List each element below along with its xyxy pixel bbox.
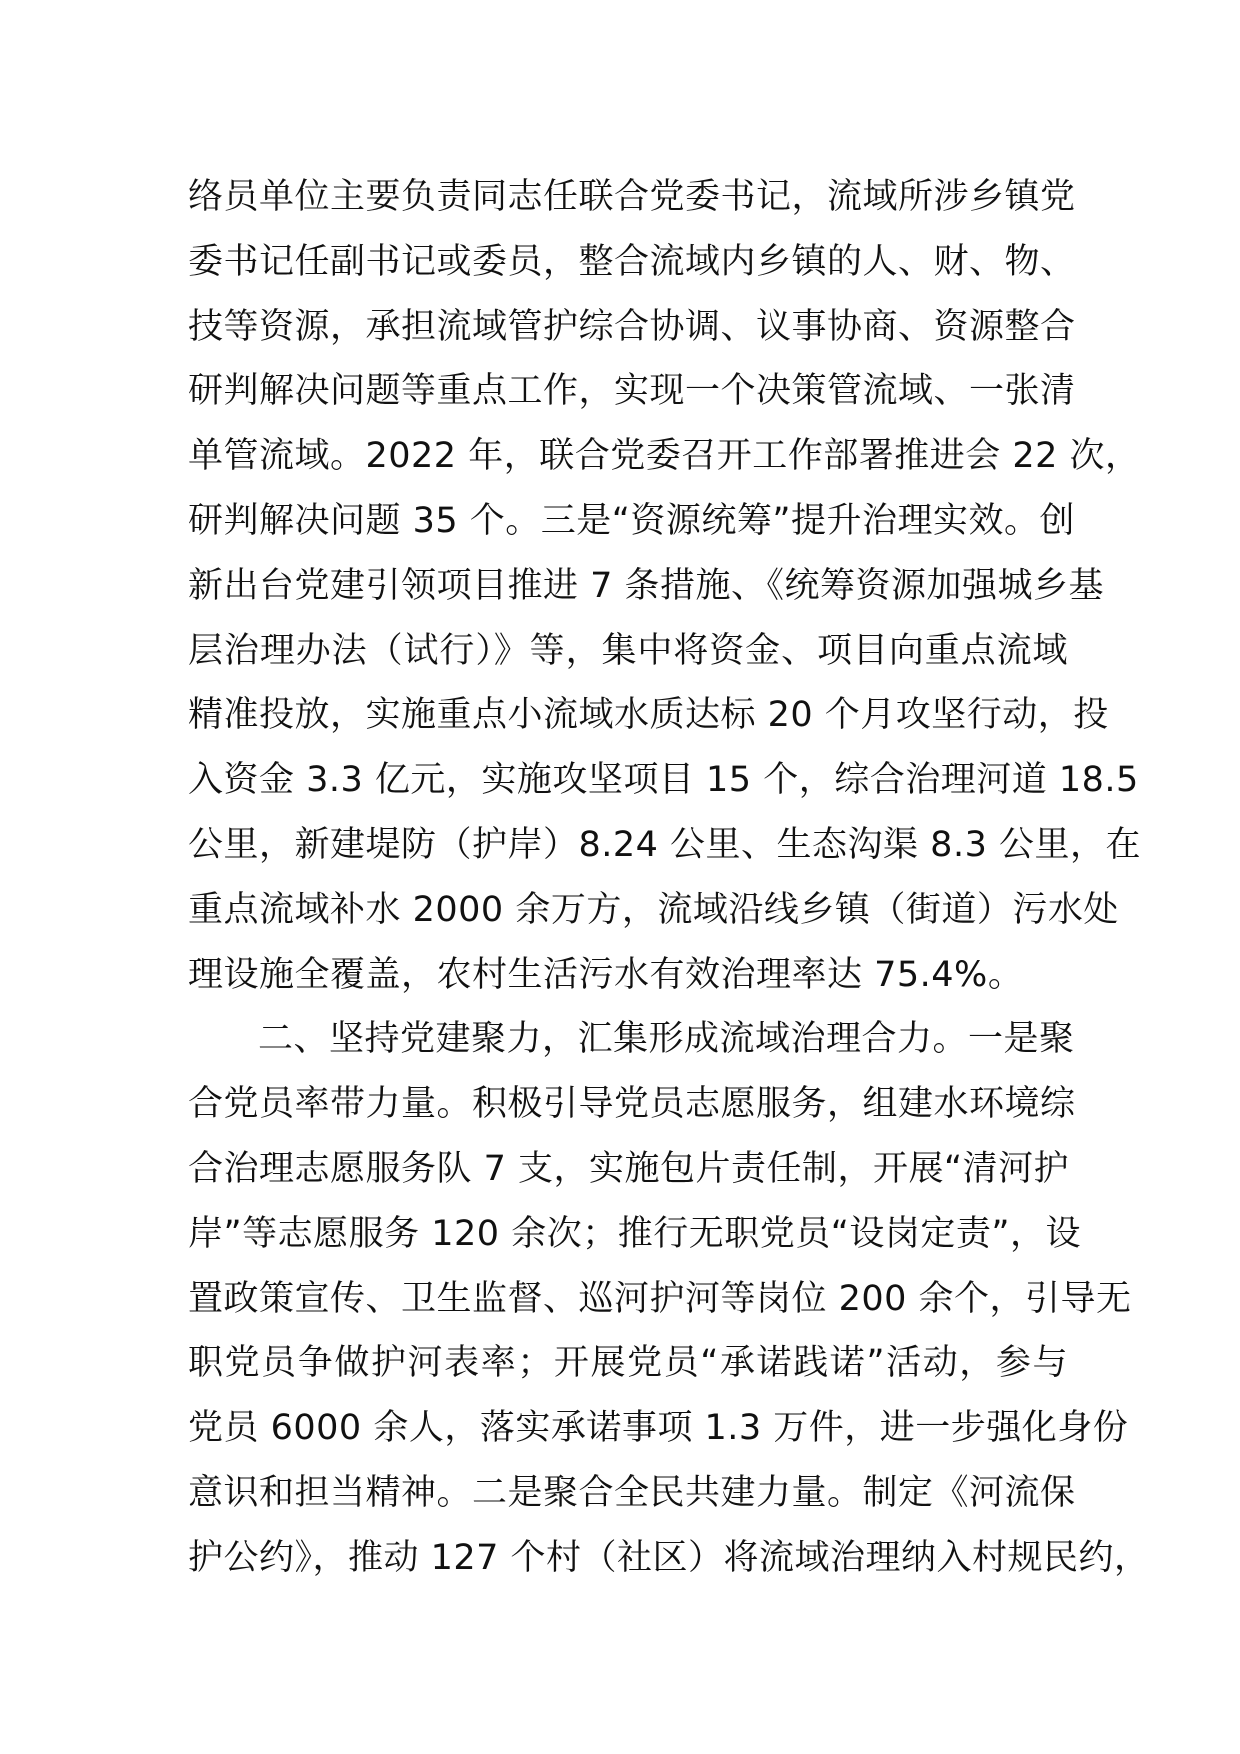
text-line: 新出台党建引领项目推进 7 条措施、《统筹资源加强城乡基 [188,565,1105,606]
text-line: 精准投放，实施重点小流域水质达标 20 个月攻坚行动，投 [188,695,1109,736]
text-line: 入资金 3.3 亿元，实施攻坚项目 15 个，综合治理河道 18.5 [188,760,1139,801]
text-line: 党员 6000 余人，落实承诺事项 1.3 万件，进一步强化身份 [188,1408,1129,1449]
paragraph-end-line: 理设施全覆盖，农村生活污水有效治理率达 75.4%。 [188,954,1024,995]
text-line: 委书记任副书记或委员，整合流域内乡镇的人、财、物、 [188,241,1076,282]
text-line: 技等资源，承担流域管护综合协调、议事协商、资源整合 [188,306,1076,347]
text-line: 职党员争做护河表率；开展党员“承诺践诺”活动，参与 [188,1343,1068,1384]
text-line: 合党员率带力量。积极引导党员志愿服务，组建水环境综 [188,1084,1076,1125]
text-line: 层治理办法（试行）》等，集中将资金、项目向重点流域 [188,630,1068,671]
text-line: 络员单位主要负责同志任联合党委书记，流域所涉乡镇党 [188,177,1076,217]
text-line: 岸”等志愿服务 120 余次；推行无职党员“设岗定责”，设 [188,1213,1081,1254]
text-line: 研判解决问题等重点工作，实现一个决策管流域、一张清 [188,371,1076,412]
text-line: 护公约》，推动 127 个村（社区）将流域治理纳入村规民约， [188,1537,1150,1578]
text-line: 单管流域。2022 年，联合党委召开工作部署推进会 22 次， [188,436,1141,477]
text-line: 公里，新建堤防（护岸）8.24 公里、生态沟渠 8.3 公里，在 [188,824,1141,865]
paragraph-start-line: 二、坚持党建聚力，汇集形成流域治理合力。一是聚 [258,1019,1075,1060]
text-line: 置政策宣传、卫生监督、巡河护河等岗位 200 余个，引导无 [188,1278,1132,1319]
text-line: 重点流域补水 2000 余万方，流域沿线乡镇（街道）污水处 [188,889,1119,930]
body-text [188,165,1150,1591]
text-line: 研判解决问题 35 个。三是“资源统筹”提升治理实效。创 [188,500,1076,541]
text-line: 合治理志愿服务队 7 支，实施包片责任制，开展“清河护 [188,1148,1070,1189]
text-line: 意识和担当精神。二是聚合全民共建力量。制定《河流保 [188,1472,1076,1513]
